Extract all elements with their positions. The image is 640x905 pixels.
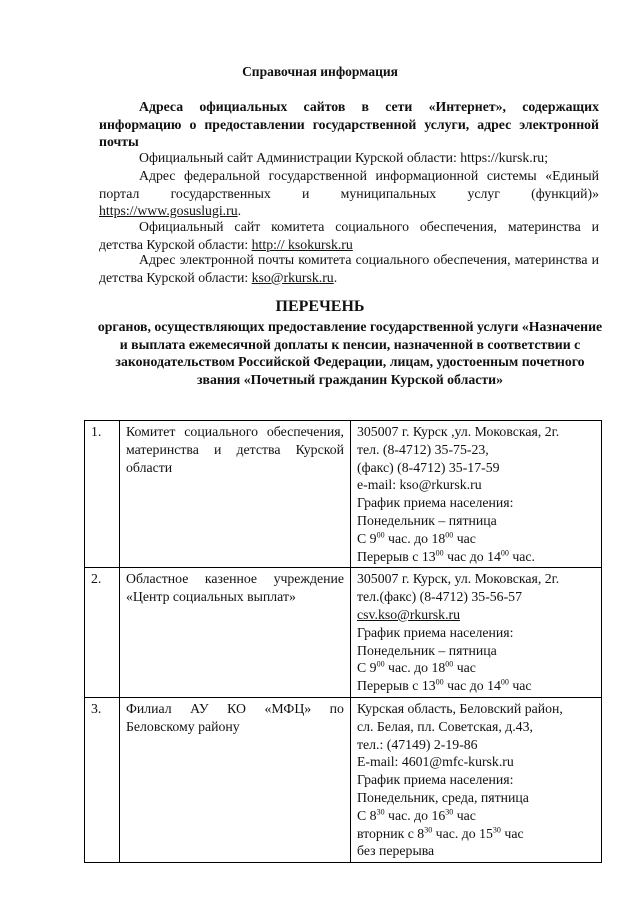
address: 305007 г. Курск, ул. Моковская, 2г. [357, 571, 560, 587]
phone: тел. (8-4712) 35-75-23, [357, 441, 489, 457]
schedule-break: Перерыв с $13^{00}$ час до $14^{00}$ час. [357, 547, 535, 564]
address-line-2: сл. Белая, пл. Советская, д.43, [357, 718, 533, 734]
committee-site-text: Официальный сайт комитета социального обеспечения, материнства и детства Курской области: [99, 219, 599, 252]
row-number: 1. [85, 421, 120, 568]
schedule-break: Перерыв с $13^{00}$ час до $14^{00}$ час [357, 677, 532, 694]
phone: тел.(факс) (8-4712) 35-56-57 [357, 589, 522, 605]
websites-subheading: Адреса официальных сайтов в сети «Интернет», содержащих информацию о предоставлении государственной услуги, адрес электронной почты [99, 99, 599, 149]
email: E-mail: 4601@mfc-kursk.ru [357, 754, 514, 770]
schedule-days: Понедельник – пятница [357, 512, 497, 528]
schedule-title: График приема населения: [357, 772, 514, 788]
phone: тел.: (47149) 2-19-86 [357, 736, 478, 752]
schedule-title: График приема населения: [357, 624, 514, 640]
portal-link[interactable]: https://www.gosuslugi.ru [99, 203, 238, 218]
committee-email-text: Адрес электронной почты комитета социального обеспечения, материнства и детства Курской области: [99, 252, 599, 285]
admin-site-paragraph [99, 149, 599, 167]
doc-title: Справочная информация [242, 64, 398, 79]
table-row [85, 421, 602, 568]
org-contacts [351, 421, 602, 568]
org-name: Комитет социального обеспечения, материнства и детства Курской области [120, 421, 351, 568]
email: e-mail: kso@rkursk.ru [357, 477, 482, 493]
portal-text: Адрес федеральной государственной информационной системы «Единый портал государственных и муниципальных услуг (функций)» [99, 168, 599, 201]
schedule-title: График приема населения: [357, 495, 514, 511]
list-title: ПЕРЕЧЕНЬ [275, 298, 365, 315]
address: Курская область, Беловский район, [357, 700, 563, 716]
email[interactable]: csv.kso@rkursk.ru [357, 606, 461, 622]
portal-paragraph: Адрес федеральной государственной информационной системы «Единый портал государственных и муниципальных услуг (функций)» https://www.gosuslugi.ru. [99, 168, 599, 218]
organizations-table [84, 420, 602, 863]
row-number: 2. [85, 568, 120, 698]
admin-site-text: Официальный сайт Администрации Курской области: https://kursk.ru; [139, 150, 549, 165]
org-name: Областное казенное учреждение «Центр социальных выплат» [120, 568, 351, 698]
committee-email-paragraph: Адрес электронной почты комитета социального обеспечения, материнства и детства Курской области: kso@rkursk.ru. [99, 252, 599, 285]
no-break: без перерыва [357, 843, 435, 859]
schedule-days: Понедельник – пятница [357, 642, 497, 658]
table-row [85, 568, 602, 698]
fax: (факс) (8-4712) 35-17-59 [357, 459, 500, 475]
schedule-hours: С $8^{30}$ час. до $16^{30}$ час [357, 807, 476, 823]
address: 305007 г. Курск ,ул. Моковская, 2г. [357, 424, 560, 439]
list-subtitle: органов, осуществляющих предоставление государственной услуги «Назначение и выплата ежемесячной доплаты к пенсии, назначенной в соответствии с законодательством Российской Федерации, лицам, удостоенным почетного звания «Почетный гражданин Курской области» [97, 319, 603, 387]
committee-site-paragraph [99, 218, 599, 253]
schedule-hours: С $9^{00}$ час. до $18^{00}$ час [357, 659, 476, 676]
org-contacts [351, 568, 602, 698]
committee-site-link[interactable]: http:// ksokursk.ru [251, 236, 353, 252]
schedule-tuesday: вторник с $8^{30}$ час. до $15^{30}$ час [357, 824, 524, 841]
row-number: 3. [85, 697, 120, 862]
schedule-hours: С $9^{00}$ час. до $18^{00}$ час [357, 530, 476, 546]
schedule-days: Понедельник, среда, пятница [357, 789, 529, 805]
table-row [85, 697, 602, 862]
committee-email-link[interactable]: kso@rkursk.ru [251, 269, 334, 285]
org-contacts [351, 697, 602, 862]
org-name: Филиал АУ КО «МФЦ» по Беловскому району [120, 697, 351, 862]
